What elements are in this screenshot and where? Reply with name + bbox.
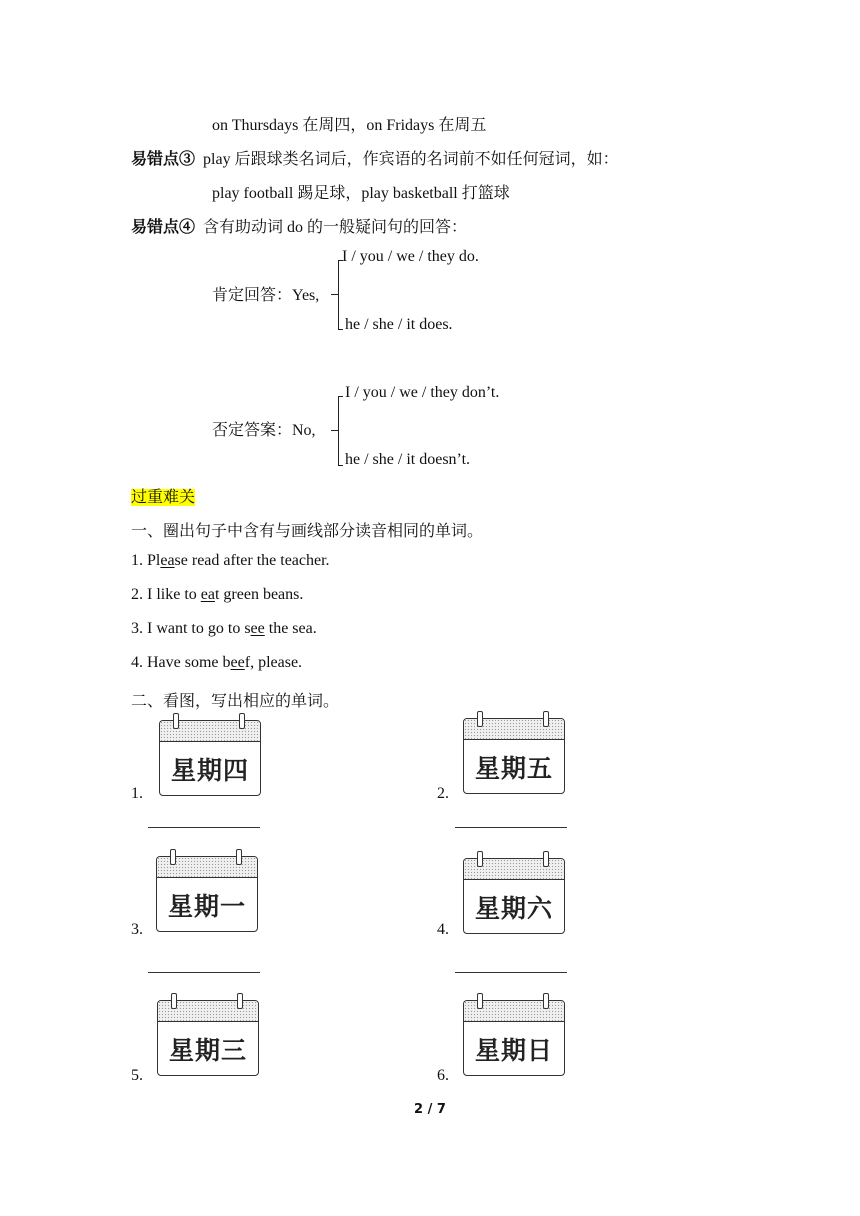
calendar-icon: [157, 996, 259, 1076]
item-number: 3.: [131, 921, 143, 938]
item-number: 1.: [131, 785, 143, 802]
answer-blank[interactable]: [455, 827, 567, 828]
item-number: 5.: [131, 1067, 143, 1084]
item-number: 2.: [437, 785, 449, 802]
calendar-icon: [463, 996, 565, 1076]
calendar-icon: [463, 854, 565, 934]
affirm-option-2: he / she / it does.: [345, 316, 453, 333]
point3-label: 易错点③: [131, 151, 196, 168]
answer-blank[interactable]: [148, 827, 260, 828]
affirm-brace: [338, 260, 339, 330]
calendar-word: 星期日: [474, 1036, 553, 1065]
underlined-letters: ea: [200, 586, 215, 603]
section-heading: 过重难关: [131, 489, 196, 506]
calendar-icon: [159, 716, 261, 796]
underlined-letters: ee: [250, 620, 265, 637]
calendar-icon: [156, 852, 258, 932]
page-number: 2 / 7: [414, 1102, 446, 1117]
affirm-option-1: I / you / we / they do.: [342, 248, 479, 265]
neg-brace: [338, 396, 339, 466]
exercise1-item: 4. Have some beef, please.: [131, 654, 303, 671]
point4: [131, 214, 467, 237]
exercise1-title: 一、圈出句子中含有与画线部分读音相同的单词。: [131, 523, 484, 540]
exercise1-item: 2. I like to eat green beans.: [131, 586, 304, 603]
affirm-label: 肯定回答：Yes,: [212, 287, 320, 304]
point3-text: play 后跟球类名词后，作宾语的名词前不如任何冠词，如：: [203, 151, 619, 168]
point3-example: play football 踢足球，play basketball 打篮球: [212, 185, 510, 202]
calendar-word: 星期五: [474, 754, 553, 783]
item-number: 6.: [437, 1067, 449, 1084]
point4-text: 含有助动词 do 的一般疑问句的回答：: [203, 219, 468, 236]
point4-label: 易错点④: [131, 219, 196, 236]
neg-option-2: he / she / it doesn’t.: [345, 451, 471, 468]
answer-blank[interactable]: [455, 972, 567, 973]
calendar-word: 星期一: [167, 892, 246, 921]
calendar-word: 星期六: [474, 894, 553, 923]
calendar-word: 星期三: [168, 1036, 247, 1065]
note-line-days: on Thursdays 在周四，on Fridays 在周五: [212, 117, 487, 134]
calendar-icon: [463, 714, 565, 794]
exercise1-item: 3. I want to go to see the sea.: [131, 620, 317, 637]
calendar-word: 星期四: [170, 756, 249, 785]
answer-blank[interactable]: [148, 972, 260, 973]
exercise2-title: 二、看图，写出相应的单词。: [131, 693, 340, 710]
neg-label: 否定答案：No,: [212, 422, 316, 439]
exercise1-item: 1. Please read after the teacher.: [131, 552, 330, 569]
underlined-letters: ea: [160, 552, 175, 569]
neg-option-1: I / you / we / they don’t.: [345, 384, 500, 401]
point3: [131, 146, 619, 169]
underlined-letters: ee: [230, 654, 245, 671]
item-number: 4.: [437, 921, 449, 938]
